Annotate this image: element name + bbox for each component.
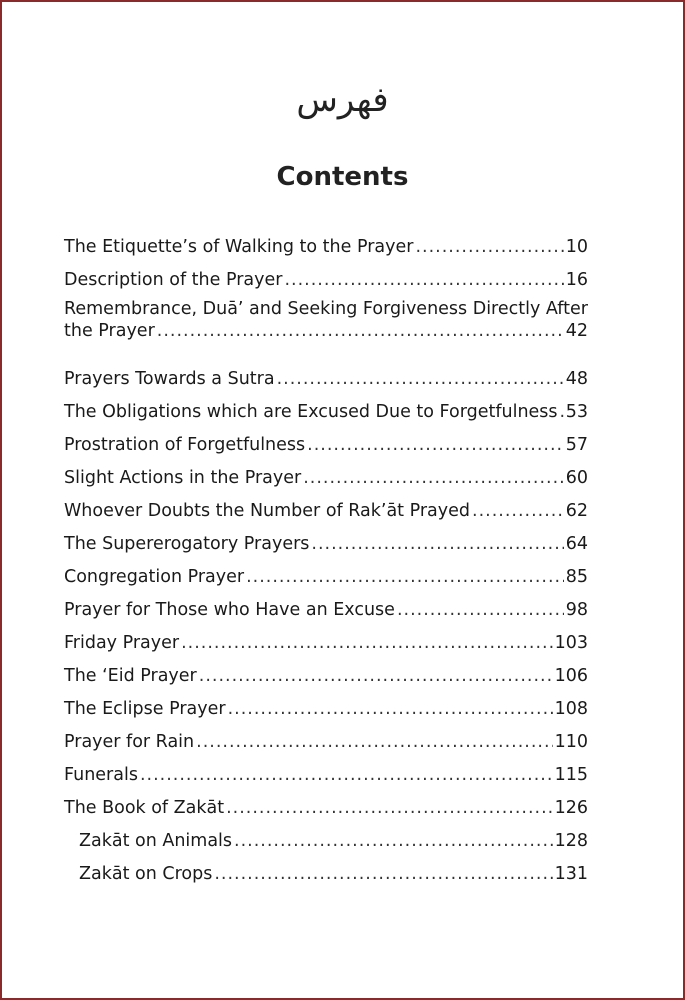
toc-entry-page: 106 (554, 666, 588, 686)
toc-leader-dots (196, 731, 552, 753)
toc-leader-dots (140, 764, 553, 786)
toc-entry-page: 126 (554, 798, 588, 818)
toc-entry-line2 (64, 320, 588, 342)
toc-entry (64, 456, 588, 489)
toc-entry-page: 110 (554, 732, 588, 752)
toc-entry-label: The ‘Eid Prayer (64, 666, 197, 686)
toc-entry-label-continued: the Prayer (64, 321, 155, 341)
toc-entry (64, 225, 588, 258)
toc-entry (64, 720, 588, 753)
toc-entry-page: 98 (565, 600, 588, 620)
toc-entry-page: 10 (565, 237, 588, 257)
toc-entry-label: Congregation Prayer (64, 567, 245, 587)
toc-entry-page: 53 (565, 402, 588, 422)
toc-entry-label: The Supererogatory Prayers (64, 534, 310, 554)
toc-entry-page: 108 (554, 699, 588, 719)
toc-entry-label: The Etiquette’s of Walking to the Prayer (64, 237, 414, 257)
toc-leader-dots (234, 830, 553, 852)
toc-entry-page: 85 (565, 567, 588, 587)
toc-leader-dots (228, 698, 553, 720)
toc-entry-page: 103 (554, 633, 588, 653)
toc-entry-label: Slight Actions in the Prayer (64, 468, 302, 488)
toc-entry-page: 60 (565, 468, 588, 488)
toc-entry (64, 423, 588, 456)
toc-entry-label: The Obligations which are Excused Due to Forgetfulness (64, 402, 558, 422)
toc-entry-page: 115 (554, 765, 588, 785)
toc-leader-dots (181, 632, 553, 654)
toc-entry-label: Prostration of Forgetfulness (64, 435, 306, 455)
toc-entry-page: 128 (554, 831, 588, 851)
toc-entry (64, 390, 588, 423)
toc-entry (64, 357, 588, 390)
toc-leader-dots (472, 500, 564, 522)
toc-entry-label: The Book of Zakāt (64, 798, 225, 818)
toc-leader-dots (199, 665, 553, 687)
toc-entry-page: 48 (565, 369, 588, 389)
table-of-contents (64, 225, 588, 885)
toc-leader-dots (226, 797, 553, 819)
page-title: Contents (276, 162, 409, 192)
toc-entry-label: Prayers Towards a Sutra (64, 369, 275, 389)
toc-entry-label: Zakāt on Animals (79, 831, 233, 851)
arabic-title: فهرس (296, 80, 389, 120)
toc-leader-dots (284, 269, 563, 291)
toc-entry (64, 687, 588, 720)
toc-entry-label: Friday Prayer (64, 633, 180, 653)
toc-entry-label: Zakāt on Crops (79, 864, 213, 884)
toc-leader-dots (560, 401, 564, 423)
toc-entry-page: 42 (565, 321, 588, 341)
toc-entry-label: Prayer for Rain (64, 732, 195, 752)
toc-leader-dots (246, 566, 564, 588)
toc-entry (64, 489, 588, 522)
toc-leader-dots (157, 320, 564, 342)
toc-subentry (64, 852, 588, 885)
toc-subentry (64, 819, 588, 852)
toc-leader-dots (415, 236, 563, 258)
toc-entry (64, 588, 588, 621)
toc-entry-page: 16 (565, 270, 588, 290)
toc-leader-dots (277, 368, 564, 390)
toc-leader-dots (214, 863, 552, 885)
toc-leader-dots (303, 467, 563, 489)
toc-entry-page: 64 (565, 534, 588, 554)
toc-entry (64, 654, 588, 687)
toc-entry-page: 57 (565, 435, 588, 455)
toc-entry (64, 555, 588, 588)
toc-entry (64, 522, 588, 555)
toc-entry (64, 786, 588, 819)
toc-entry (64, 621, 588, 654)
toc-entry (64, 291, 588, 357)
toc-entry-label: Description of the Prayer (64, 270, 283, 290)
toc-entry-label: Whoever Doubts the Number of Rak’āt Prayed (64, 501, 470, 521)
toc-entry-label: The Eclipse Prayer (64, 699, 226, 719)
toc-entry-page: 131 (554, 864, 588, 884)
toc-entry-label: Remembrance, Duā’ and Seeking Forgiveness Directly After (64, 299, 588, 319)
toc-entry-label: Prayer for Those who Have an Excuse (64, 600, 395, 620)
toc-leader-dots (307, 434, 564, 456)
toc-entry-page: 62 (565, 501, 588, 521)
toc-entry (64, 258, 588, 291)
toc-entry (64, 753, 588, 786)
toc-leader-dots (397, 599, 564, 621)
toc-leader-dots (311, 533, 563, 555)
toc-entry-label: Funerals (64, 765, 138, 785)
